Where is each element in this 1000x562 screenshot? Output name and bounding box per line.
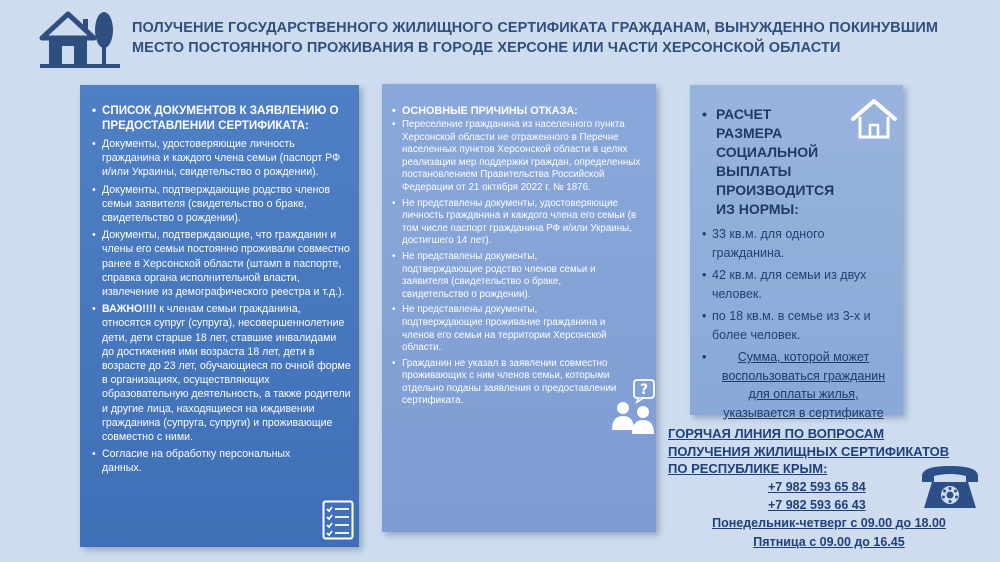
important-note: [92, 302, 351, 444]
telephone-icon: [918, 462, 982, 514]
consent-item: • Согласие на обработку персональных данных.: [92, 447, 351, 475]
checklist-icon: [322, 500, 354, 540]
hotline-phone-2[interactable]: +7 982 593 66 43: [768, 497, 866, 512]
documents-item-1: • Документы, удостоверяющие личность гражданина и каждого члена семьи (паспорт РФ и/или Украины, свидетельство о рождении).: [92, 137, 351, 180]
refusal-item-2: • Не представлены документы, удостоверяющие личность гражданина и каждого члена его семьи (в том числе паспорт гражданина РФ и/или Украины, достигшего 14 лет).: [392, 198, 648, 248]
hotline-hours-friday: Пятница с 09.00 до 16.45: [753, 534, 905, 549]
people-question-icon: [610, 378, 658, 434]
important-text: к членам семьи гражданина, относятся супруг (супруга), несовершеннолетние дети, дети старше 18 лет, ставшие инвалидами до достижения ими возраста 18 лет, дети в возрасте до 23 лет, обучающиеся по очной форме в организациях, осуществляющих образовательную деятельность, а также родители и другие лица, находящиеся на иждивении гражданина (супруга, супруги) и проживающие совместно с ними.: [102, 303, 351, 444]
house-tree-icon: [38, 6, 122, 70]
documents-heading: • СПИСОК ДОКУМЕНТОВ К ЗАЯВЛЕНИЮ О ПРЕДОСТАВЛЕНИИ СЕРТИФИКАТА:: [92, 103, 351, 133]
important-label: ВАЖНО!!!!: [102, 303, 157, 316]
norm-item-1: • 33 кв.м. для одного гражданина.: [702, 225, 895, 262]
hotline-line-1: ГОРЯЧАЯ ЛИНИЯ ПО ВОПРОСАМ: [668, 426, 885, 441]
refusal-item-4: • Не представлены документы, подтверждающие проживание гражданина и членов его семьи на территории Херсонской области.: [392, 304, 648, 354]
refusal-item-1: • Переселение гражданина из населенного пункта Херсонской области не отраженного в Перечне населенных пунктов Херсонской области в целях реализации мер поддержки граждан, определенных постановлением Правительства Российской Федерации от 21 октября 2022 г. № 1876.: [392, 119, 648, 195]
hotline-line-3: ПО РЕСПУБЛИКЕ КРЫМ:: [668, 461, 828, 476]
page-title: ПОЛУЧЕНИЕ ГОСУДАРСТВЕННОГО ЖИЛИЩНОГО СЕРТИФИКАТА ГРАЖДАНАМ, ВЫНУЖДЕННО ПОКИНУВШИМ МЕСТО ПОСТОЯННОГО ПРОЖИВАНИЯ В ГОРОДЕ ХЕРСОНЕ ИЛИ ЧАСТИ ХЕРСОНСКОЙ ОБЛАСТИ: [132, 20, 939, 56]
norms-heading: • РАСЧЕТ РАЗМЕРА СОЦИАЛЬНОЙ ВЫПЛАТЫ ПРОИЗВОДИТСЯ ИЗ НОРМЫ:: [702, 105, 895, 219]
documents-item-3: • Документы, подтверждающие, что гражданин и члены его семьи постоянно проживали совместно ранее в Херсонской области (штамп в паспорте, справка органа исполнительной власти, извлечение из демографического реестра и т.д.).: [92, 228, 351, 299]
hotline-line-2: ПОЛУЧЕНИЯ ЖИЛИЩНЫХ СЕРТИФИКАТОВ: [668, 443, 950, 459]
norm-item-2: • 42 кв.м. для семьи из двух человек.: [702, 266, 895, 303]
hotline-hours-weekdays: Понедельник-четверг с 09.00 до 18.00: [712, 515, 946, 530]
documents-item-2: • Документы, подтверждающие родство членов семьи заявителя (свидетельство о браке, свидетельство о рождении).: [92, 183, 351, 226]
refusal-panel: [382, 84, 656, 532]
refusal-item-5: • Гражданин не указал в заявлении совместно проживающих с ним членов семьи, которыми отдельно поданы заявления о предоставлении сертификата.: [392, 358, 648, 408]
norms-note: • Сумма, которой может воспользоваться гражданин для оплаты жилья, указывается в сертификате: [702, 348, 895, 422]
svg-text:?: ?: [639, 382, 649, 398]
documents-panel: [80, 85, 359, 547]
norm-item-3: • по 18 кв.м. в семье из 3-х и более человек.: [702, 307, 895, 344]
refusal-item-3: • Не представлены документы, подтверждающие родство членов семьи и заявителя (свидетельство о браке, свидетельство о рождении).: [392, 251, 648, 301]
refusal-heading: • ОСНОВНЫЕ ПРИЧИНЫ ОТКАЗА:: [392, 104, 648, 118]
hotline-phone-1[interactable]: +7 982 593 65 84: [768, 479, 866, 494]
house-outline-icon: [850, 97, 898, 141]
